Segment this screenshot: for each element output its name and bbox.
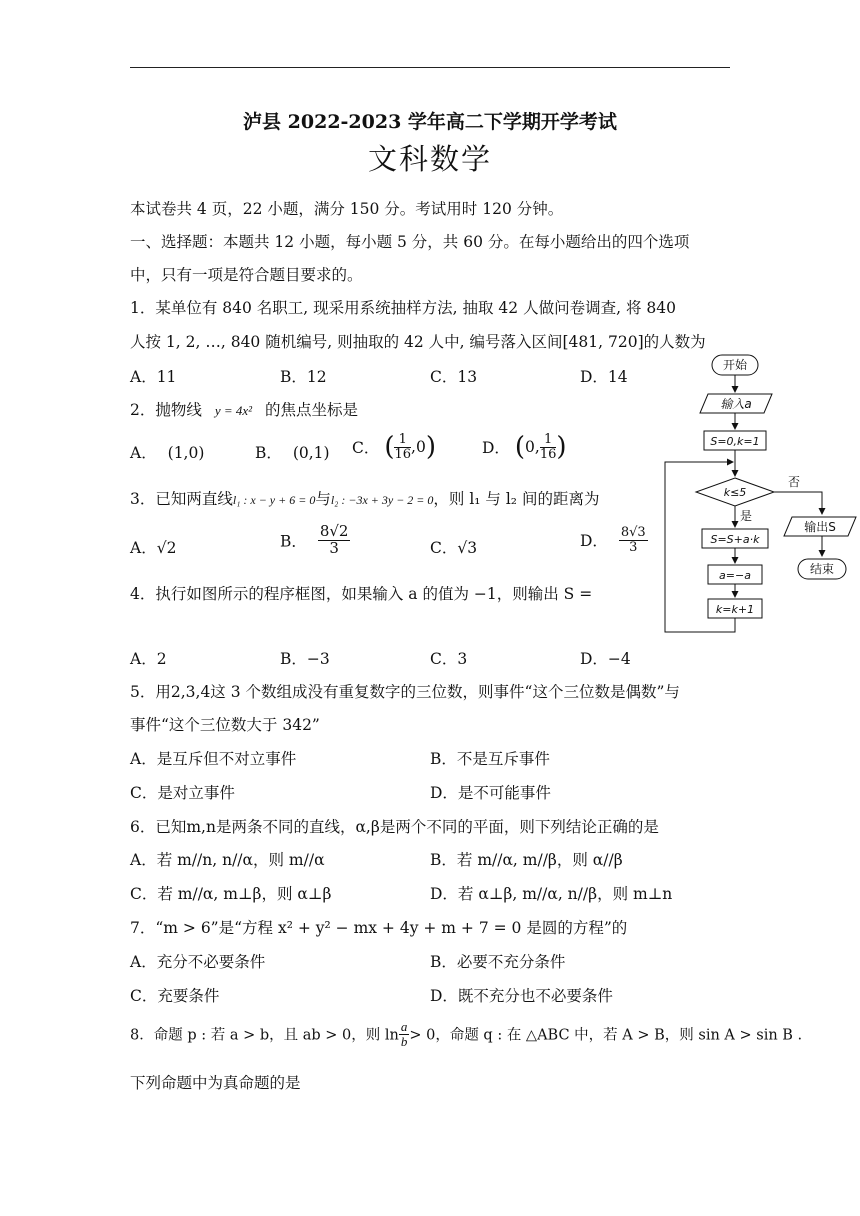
q2-c-den: 16 [394,446,412,462]
q8-post: > 0，命题 q : 在 △ABC 中，若 A > B，则 sin A > sin B . [409,1027,803,1044]
flowchart-step1-text: S=S+a·k [710,533,760,546]
q3-option-d [580,526,648,554]
q1-option-b: B．12 [280,368,327,386]
q2-option-a [130,441,204,463]
q2-option-b [255,441,330,463]
flowchart-step3-text: k=k+1 [715,603,755,616]
flowchart-cond-text: k≤5 [723,486,747,499]
q2-c-label: C． [352,439,380,457]
q3-mid: 与 [315,490,331,508]
q2-c-zero: 0 [415,438,426,456]
q7-stem: 7．“m > 6”是“方程 x² + y² − mx + 4y + m + 7 = 0 是圆的方程”的 [130,919,628,937]
q3-option-c: C．√3 [430,539,478,557]
q7-option-a: A．充分不必要条件 [130,953,266,971]
q2-a-label: A． [130,444,157,462]
q2-d-label: D． [482,439,510,457]
q2-b-value: (0,1) [292,444,330,462]
q3-line1-eq: l₁ : x − y + 6 = 0 [232,493,316,507]
q1-line2: 人按 1, 2, …, 840 随机编号, 则抽取的 42 人中, 编号落入区间[481, 720]的人数为 [130,333,706,351]
q3-option-b [280,524,350,557]
q3-d-fraction [619,526,648,554]
flowchart-step2-text: a=−a [719,569,751,582]
q2-option-c: C． ( $\frac{1}{16}$ ,0) [352,431,436,462]
q5-line1: 5．用2,3,4这 3 个数组成没有重复数字的三位数，则事件“这个三位数是偶数”与 [130,683,680,701]
q2-d-num: 1 [540,433,557,448]
q3-b-fraction [318,524,351,557]
q2-c-num: 1 [394,433,411,448]
q2-pre: 2．抛物线 [130,401,202,419]
q8-line2: 下列命题中为真命题的是 [130,1074,301,1092]
q2-c-fraction [394,433,411,461]
flowchart-end-text: 结束 [809,562,835,576]
q2-option-d: D． (0, $\frac{1}{16}$ ) [482,431,567,462]
flowchart-input-text: 输入a [720,397,752,411]
q2-formula: y = 4x² [214,403,253,418]
flowchart-yes-label: 是 [739,509,753,523]
q2-post: 的焦点坐标是 [264,401,358,419]
q3-b-label: B． [280,532,307,551]
subject-title: 文科数学 [367,142,492,176]
q5-option-a: A．是互斥但不对立事件 [130,750,297,768]
q6-option-d: D．若 α⊥β, m//α, n//β，则 m⊥n [430,885,673,903]
q6-stem: 6．已知m,n是两条不同的直线，α,β是两个不同的平面，则下列结论正确的是 [130,818,659,836]
q4-option-c: C．3 [430,650,468,668]
q1-option-c: C．13 [430,368,478,386]
q6-option-c: C．若 m//α, m⊥β，则 α⊥β [130,885,332,903]
q3-d-den: 3 [629,539,638,555]
q1-option-a: A．11 [130,368,177,386]
q3-d-num: 8√3 [620,525,646,540]
q1-option-d: D．14 [580,368,628,386]
q1-line1: 1．某单位有 840 名职工, 现采用系统抽样方法, 抽取 42 人做问卷调查, 将 840 [130,299,676,317]
q6-option-a: A．若 m//n, n//α，则 m//α [130,851,325,869]
q3-stem [130,487,599,509]
exam-intro: 本试卷共 4 页，22 小题，满分 150 分。考试用时 120 分钟。 [130,200,564,218]
flowchart-init-text: S=0,k=1 [710,435,760,448]
q2-b-label: B． [255,444,282,462]
q3-pre: 3．已知两直线 [130,490,233,508]
section-heading-line1: 一、选择题：本题共 12 小题，每小题 5 分，共 60 分。在每小题给出的四个选项 [130,233,690,251]
q4-option-b: B．−3 [280,650,330,668]
q7-option-d: D．既不充分也不必要条件 [430,987,613,1005]
q8-num: a [400,1019,408,1034]
q5-option-d: D．是不可能事件 [430,784,551,802]
q7-option-b: B．必要不充分条件 [430,953,566,971]
q7-option-c: C．充要条件 [130,987,220,1005]
q4-stem: 4．执行如图所示的程序框图，如果输入 a 的值为 −1，则输出 S = [130,585,593,603]
flowchart-output-text: 输出S [804,520,836,534]
q5-line2: 事件“这个三位数大于 342” [130,716,320,734]
q3-line2-eq: l₂ : −3x + 3y − 2 = 0 [330,493,434,507]
flowchart-start-text: 开始 [722,358,748,372]
section-heading-line2: 中，只有一项是符合题目要求的。 [130,266,363,284]
header-rule [130,67,730,68]
q3-option-a: A．√2 [130,539,177,557]
q8-fraction [399,1020,410,1048]
q3-b-den: 3 [329,538,339,557]
q2-d-zero: 0, [525,438,540,456]
q8-pre: 8．命题 p : 若 a > b，且 ab > 0，则 ln [130,1027,399,1044]
q5-option-c: C．是对立事件 [130,784,235,802]
flowchart-no-label: 否 [787,475,801,489]
q2-stem [130,398,358,420]
q4-option-d: D．−4 [580,650,631,668]
q3-d-label: D． [580,532,608,551]
q2-a-value: (1,0) [167,444,205,462]
q6-option-b: B．若 m//α, m//β，则 α//β [430,851,623,869]
q3-b-num: 8√2 [319,522,349,540]
q5-option-b: B．不是互斥事件 [430,750,550,768]
exam-title: 泸县 2022-2023 学年高二下学期开学考试 [243,111,617,133]
q4-option-a: A．2 [130,650,167,668]
q8-den: b [400,1033,408,1049]
q8-stem [130,1020,802,1048]
q3-post: ，则 l₁ 与 l₂ 间的距离为 [433,490,600,508]
q2-d-fraction [540,433,557,461]
q2-d-den: 16 [539,446,557,462]
program-flowchart [660,352,860,636]
